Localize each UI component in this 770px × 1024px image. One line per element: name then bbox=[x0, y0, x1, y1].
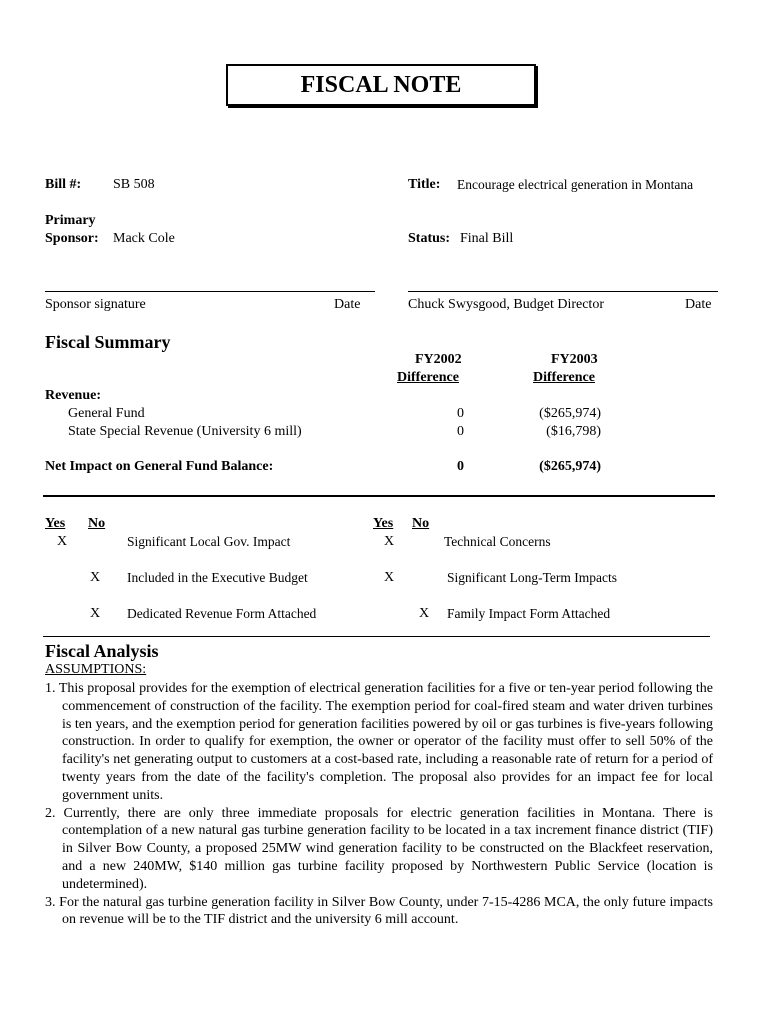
status-label: Status: bbox=[408, 231, 451, 246]
director-label: Chuck Swysgood, Budget Director bbox=[408, 297, 604, 312]
bill-title-label: Title: bbox=[408, 177, 441, 192]
document-title: FISCAL NOTE bbox=[226, 64, 536, 106]
left-no-header: No bbox=[88, 516, 106, 531]
revenue-row-fy2003: ($16,798) bbox=[546, 424, 601, 439]
checklist-mark: X bbox=[90, 570, 101, 585]
bill-number-label: Bill #: bbox=[45, 177, 82, 192]
sponsor-signature-line bbox=[45, 291, 375, 292]
right-yes-header: Yes bbox=[373, 516, 394, 531]
bill-number-value: SB 508 bbox=[113, 177, 155, 192]
assumptions-heading: ASSUMPTIONS: bbox=[45, 662, 147, 677]
checklist-mark: X bbox=[90, 606, 101, 621]
checklist-item-label: Significant Local Gov. Impact bbox=[127, 534, 291, 549]
checklist-item-label: Included in the Executive Budget bbox=[127, 570, 308, 585]
sponsor-value: Mack Cole bbox=[113, 231, 175, 246]
status-value: Final Bill bbox=[460, 231, 514, 246]
right-no-header: No bbox=[412, 516, 430, 531]
net-impact-fy2003: ($265,974) bbox=[539, 459, 601, 474]
sponsor-signature-label: Sponsor signature bbox=[45, 297, 146, 312]
director-date-label: Date bbox=[685, 297, 712, 312]
checklist-mark: X bbox=[384, 534, 395, 549]
assumption-item: 2. Currently, there are only three immediate proposals for electric generation facilities in Montana. There is contemplation of a new natural gas turbine generation facility to be located in a tax increment finance district (TIF) in Silver Bow County, a proposed 25MW wind generation facility to be constructed on the Blackfeet reservation, and a new 240MW, $140 million gas turbine facility proposed by Northwestern Public Service (location is undetermined). bbox=[45, 805, 713, 892]
checklist-item-label: Technical Concerns bbox=[444, 534, 551, 549]
checklist-item-label: Significant Long-Term Impacts bbox=[447, 570, 618, 585]
net-impact-label: Net Impact on General Fund Balance: bbox=[45, 459, 274, 474]
fy2003-diff-header: Difference bbox=[533, 370, 595, 385]
assumption-item: 3. For the natural gas turbine generation facility in Silver Bow County, under 7-15-4286 MCA, the only future impacts on revenue will be to the TIF district and the university 6 mill account. bbox=[45, 894, 713, 928]
fiscal-analysis-heading: Fiscal Analysis bbox=[45, 641, 159, 661]
fiscal-summary-heading: Fiscal Summary bbox=[45, 332, 171, 352]
checklist-mark: X bbox=[419, 606, 430, 621]
assumptions-list bbox=[45, 680, 713, 929]
primary-label: Primary bbox=[45, 213, 96, 228]
sponsor-label: Sponsor: bbox=[45, 231, 99, 246]
fy2002-header: FY2002 bbox=[415, 352, 462, 367]
checklist-mark: X bbox=[57, 534, 68, 549]
net-impact-fy2002: 0 bbox=[457, 459, 464, 474]
revenue-row-label: General Fund bbox=[68, 406, 145, 421]
bill-title-value: Encourage electrical generation in Montana bbox=[457, 177, 694, 192]
revenue-label: Revenue: bbox=[45, 388, 101, 403]
assumption-item: 1. This proposal provides for the exemption of electrical generation facilities for a five or ten-year period following the commencement of construction of the facility. The exemption period for coal-fired steam and water driven turbines is ten years, and the exemption period for generation facilities powered by oil or gas turbines is five-years following construction. In order to qualify for exemption, the owner or operator of the facility must offer to sell 50% of the facility's net generating output to customers at a cost-based rate, including a reasonable rate of return for a period of twenty years from the date of the facility's completion. The proposal also provides for an impact fee for local government units. bbox=[45, 681, 713, 803]
checklist-item-label: Family Impact Form Attached bbox=[447, 606, 611, 621]
revenue-row-fy2002: 0 bbox=[457, 424, 464, 439]
director-signature-line bbox=[408, 291, 718, 292]
left-yes-header: Yes bbox=[45, 516, 66, 531]
fy2003-header: FY2003 bbox=[551, 352, 598, 367]
sponsor-date-label: Date bbox=[334, 297, 361, 312]
revenue-row-label: State Special Revenue (University 6 mill) bbox=[68, 424, 302, 439]
revenue-row-fy2003: ($265,974) bbox=[539, 406, 601, 421]
checklist-divider bbox=[43, 636, 710, 637]
revenue-row-fy2002: 0 bbox=[457, 406, 464, 421]
summary-divider bbox=[43, 495, 715, 497]
checklist-mark: X bbox=[384, 570, 395, 585]
checklist-item-label: Dedicated Revenue Form Attached bbox=[127, 606, 317, 621]
fy2002-diff-header: Difference bbox=[397, 370, 459, 385]
